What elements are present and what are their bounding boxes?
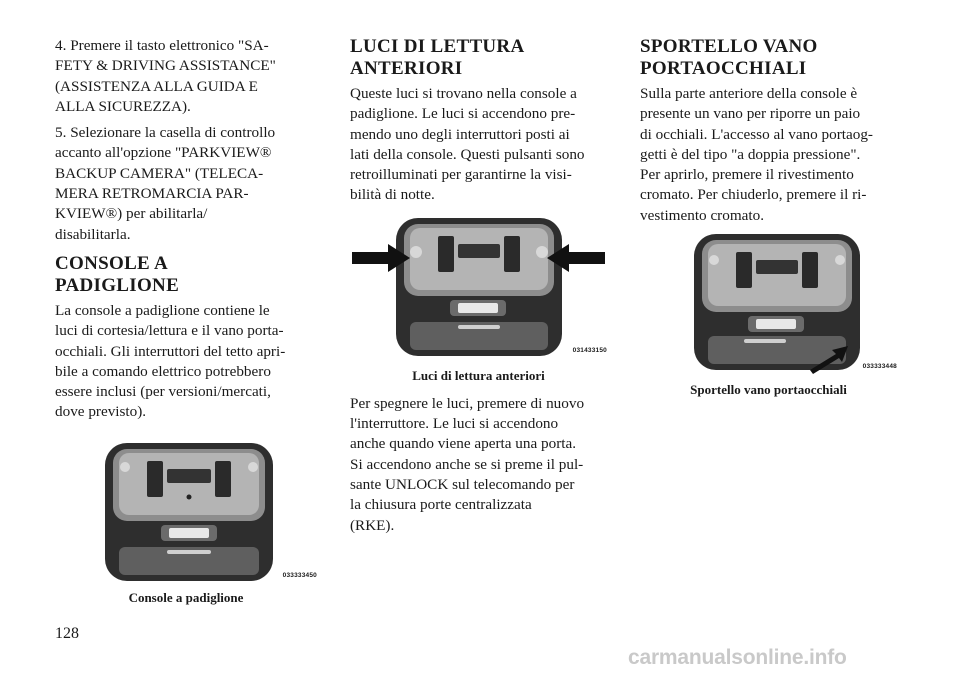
figure-caption: Sportello vano portaocchiali <box>690 382 847 398</box>
console-illustration <box>55 437 317 587</box>
reading-lights-body-text-2: Per spegnere le luci, premere di nuovo l'interruttore. Le luci si accendono anche quando viene aperta una porta. Si accendono anche se si preme il pul- sante UNLOCK sul telecomando per la chiusura porte centralizzata (RKE). <box>350 394 585 534</box>
reading-lights-illustration <box>350 214 607 362</box>
figure-caption: Luci di lettura anteriori <box>412 367 545 383</box>
figure-caption: Console a padiglione <box>128 589 244 605</box>
section-heading-console: CONSOLE A PADIGLIONE <box>55 252 180 296</box>
reading-lights-figure <box>350 214 607 362</box>
watermark: carmanualsonline.info <box>628 646 847 669</box>
figure-code: 031433150 <box>572 346 607 354</box>
column-3 <box>640 36 897 398</box>
step-5-text: 5. Selezionare la casella di controllo accanto all'opzione "PARKVIEW® BACKUP CAMERA" (TELECA- MERA RETROMARCIA PAR- KVIEW®) per abilitarla/ disabilitarla. <box>55 124 276 243</box>
page-number: 128 <box>55 625 79 642</box>
section-heading-reading-lights: LUCI DI LETTURA ANTERIORI <box>350 36 525 79</box>
console-figure <box>55 437 317 587</box>
column-2 <box>350 36 607 542</box>
column-1 <box>55 36 317 606</box>
glasses-holder-body-text: Sulla parte anteriore della console è presente un vano per riporre un paio di occhiali. L'accesso al vano portaog- getti è del tipo "a doppia pressione". Per aprirlo, premere il rivestimento cromato. Per chiuderlo, premere il ri- vestimento cromato. <box>640 85 873 224</box>
figure-code: 033333450 <box>282 571 317 579</box>
glasses-holder-illustration <box>640 232 897 376</box>
console-body-text: La console a padiglione contiene le luci di cortesia/lettura e il vano porta- occhiali. Gli interruttori del tetto apri- bile a comando elettrico potrebbero essere inclusi (per versioni/mercati, dove previsto). <box>55 301 286 421</box>
figure-code: 033333448 <box>862 363 897 371</box>
step-4-text: 4. Premere il tasto elettronico "SA- FETY & DRIVING ASSISTANCE" (ASSISTENZA ALLA GUIDA E ALLA SICUREZZA). <box>55 37 276 115</box>
section-heading-glasses-holder: SPORTELLO VANO PORTAOCCHIALI <box>640 36 818 79</box>
reading-lights-body-text: Queste luci si trovano nella console a padiglione. Le luci si accendono pre- mendo uno degli interruttori posti ai lati della console. Questi pulsanti sono retroilluminati per garantirne la visi- bilità di notte. <box>350 85 585 204</box>
glasses-holder-figure <box>640 232 897 376</box>
